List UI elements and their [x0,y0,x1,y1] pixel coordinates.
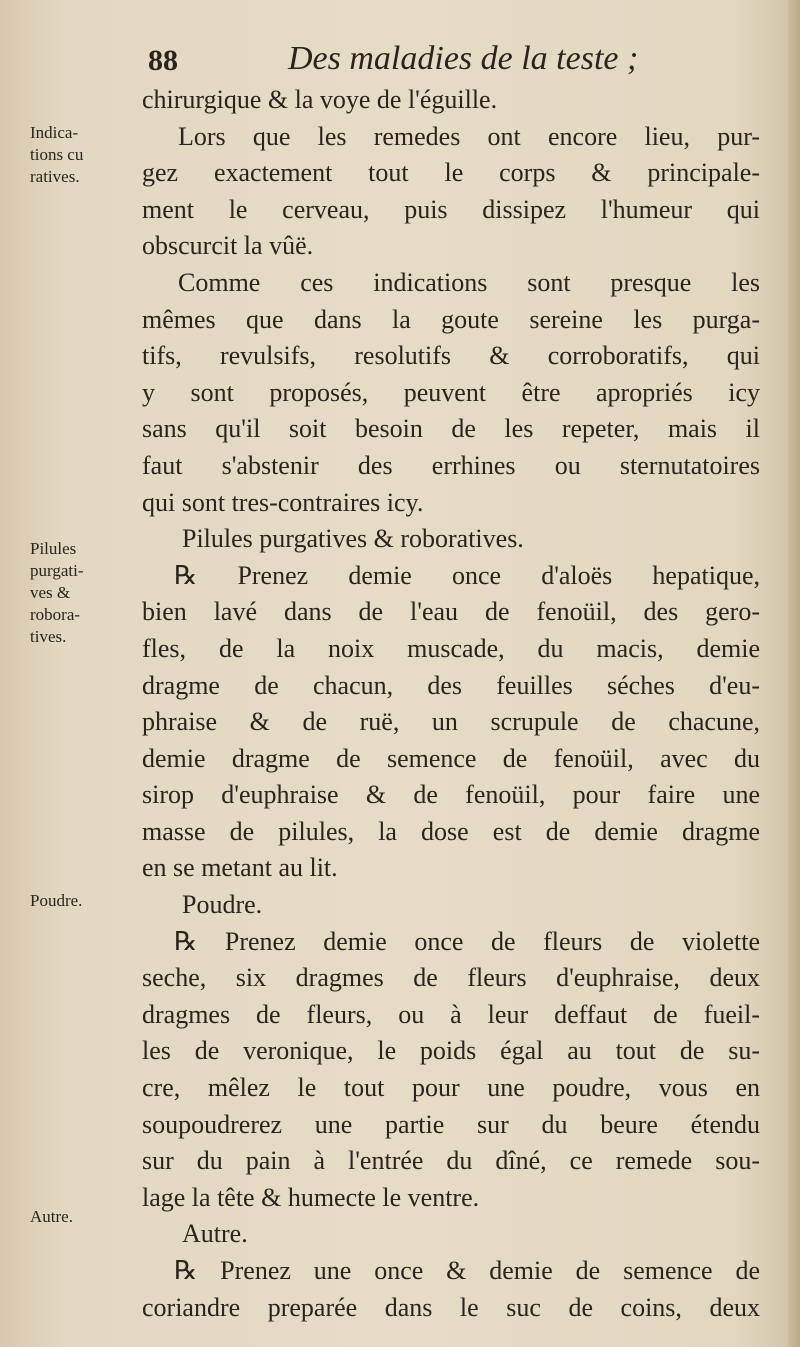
text-line: sans qu'il soit besoin de les repeter, mais il [142,414,760,444]
text-line: coriandre preparée dans le suc de coins, deux [142,1292,760,1322]
margin-note-autre [30,1206,130,1228]
text-line: sirop d'euphraise & de fenoüil, pour faire une [142,780,760,810]
text-line: tifs, revulsifs, resolutifs & corroboratifs, qui [142,341,760,371]
margin-note-line: ves & [30,583,71,602]
text-line: seche, six dragmes de fleurs d'euphraise, deux [142,963,760,993]
text-line: masse de pilules, la dose est de demie dragme [142,816,760,846]
text-line: demie dragme de semence de fenoüil, avec du [142,743,760,773]
text-line: sur du pain à l'entrée du dîné, ce remede sou- [142,1146,760,1176]
text-line: dragmes de fleurs, ou à leur deffaut de fueil- [142,999,760,1029]
section-title-poudre: Poudre. [182,890,263,920]
margin-note-line: Indica- [30,123,79,142]
section-title-autre: Autre. [182,1219,248,1249]
text-line: les de veronique, le poids égal au tout de su- [142,1036,760,1066]
page-number: 88 [148,44,178,77]
text-line: mêmes que dans la goute sereine les purga- [142,304,760,334]
margin-note-line: tions cu [30,145,84,164]
text-line: gez exactement tout le corps & principale- [142,158,760,188]
text-line: fles, de la noix muscade, du macis, demie [142,633,760,663]
section-title-pilules: Pilules purgatives & roboratives. [182,524,524,554]
text-line: obscurcit la vûë. [142,231,314,261]
text-line: faut s'abstenir des errhines ou sternutatoires [142,450,760,480]
margin-note-line: ratives. [30,167,80,186]
margin-note-line: Autre. [30,1207,73,1226]
text-line: ℞ Prenez une once & demie de semence de [174,1256,760,1285]
text-line: ℞ Prenez demie once d'aloës hepatique, [174,560,760,590]
text-line: phraise & de ruë, un scrupule de chacune, [142,707,760,737]
text-line: en se metant au lit. [142,853,338,883]
margin-note-indications [30,122,130,188]
margin-note-line: purgati- [30,561,84,580]
margin-note-line: robora- [30,605,81,624]
margin-note-line: Pilules [30,539,77,558]
text-line: dragme de chacun, des feuilles séches d'eu- [142,670,760,700]
text-line: chirurgique & la voye de l'éguille. [142,85,498,114]
page-edge [788,0,800,1347]
text-line: y sont proposés, peuvent être apropriés icy [142,377,760,407]
text-line: Comme ces indications sont presque les [178,267,760,297]
text-line: soupoudrerez une partie sur du beure étendu [142,1109,760,1139]
text-line: cre, mêlez le tout pour une poudre, vous en [142,1073,760,1103]
text-line: qui sont tres-contraires icy. [142,487,424,517]
running-title: Des maladies de la teste ; [288,40,639,77]
text-line: Lors que les remedes ont encore lieu, pur- [178,121,760,151]
margin-note-poudre [30,890,130,912]
text-line: ment le cerveau, puis dissipez l'humeur qui [142,194,760,224]
margin-note-line: tives. [30,627,67,646]
text-line: lage la tête & humecte le ventre. [142,1182,480,1212]
margin-note-line: Poudre. [30,891,83,910]
text-line: bien lavé dans de l'eau de fenoüil, des gero- [142,597,760,627]
text-line: ℞ Prenez demie once de fleurs de violette [174,926,760,956]
margin-note-pilules [30,538,130,648]
body-text [142,82,760,1326]
